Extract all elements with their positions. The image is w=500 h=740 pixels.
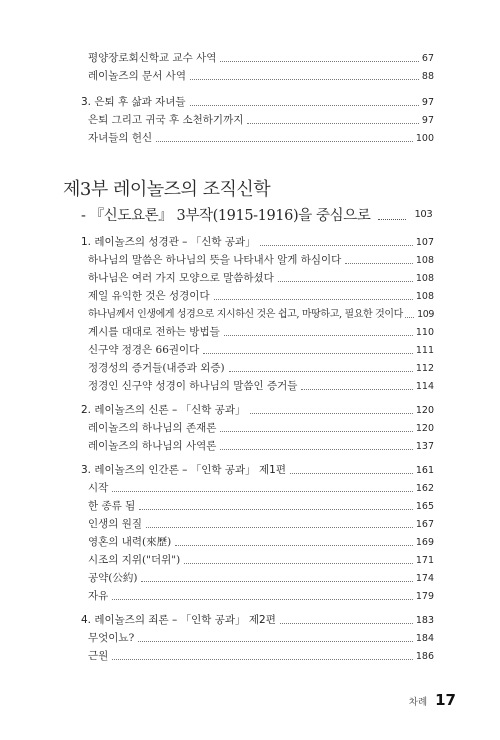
- toc-entry-label: 시조의 지위("더위"): [88, 554, 181, 566]
- leader-dots: [250, 413, 413, 414]
- toc-entry-label: 인생의 원질: [88, 518, 143, 530]
- toc-entry-page: 67: [421, 53, 434, 64]
- leader-dots: [138, 641, 413, 642]
- toc-entry-label: 제일 유익한 것은 성경이다: [88, 290, 210, 302]
- toc-entry: [88, 50, 434, 65]
- toc-section-heading: [81, 612, 434, 627]
- toc-entry-page: 108: [415, 255, 434, 266]
- toc-entry: [88, 588, 434, 603]
- toc-entry-label: 자녀들의 헌신: [88, 132, 153, 144]
- footer-label: 차례: [408, 697, 428, 708]
- toc-entry-label: 4. 레이놀즈의 죄론 – 「인학 공과」 제2편: [81, 614, 276, 626]
- toc-entry-page: 107: [415, 237, 434, 248]
- part-subtitle: - 『신도요론』 3부작(1915-1916)을 중심으로: [81, 208, 371, 224]
- toc-entry-label: 신구약 정경은 66권이다: [88, 344, 200, 356]
- toc-section-heading: [81, 462, 434, 477]
- toc-entry-page: 183: [415, 615, 434, 626]
- leader-dots: [224, 335, 413, 336]
- toc-entry: [88, 324, 434, 339]
- toc-entry: [88, 498, 434, 513]
- toc-entry: [88, 288, 434, 303]
- toc-entry: [88, 112, 434, 127]
- toc-section-heading: [81, 94, 434, 109]
- toc-entry-page: 110: [415, 327, 434, 338]
- toc-entry-label: 정경인 신구약 성경이 하나님의 말씀인 증거들: [88, 380, 298, 392]
- leader-dots: [146, 527, 413, 528]
- toc-entry-label: 영혼의 내력(來歷): [88, 536, 172, 548]
- leader-dots: [301, 389, 412, 390]
- toc-entry-page: 169: [415, 537, 434, 548]
- part-page: 103: [414, 209, 433, 220]
- toc-entry: [88, 534, 434, 549]
- part-title: 제3부 레이놀즈의 조직신학: [63, 179, 271, 200]
- toc-entry-page: 120: [415, 423, 434, 434]
- toc-entry: [88, 516, 434, 531]
- toc-entry: [88, 438, 434, 453]
- leader-dots: [290, 473, 413, 474]
- toc-entry-label: 계시를 대대로 전하는 방법들: [88, 326, 220, 338]
- toc-entry: [88, 360, 434, 375]
- leader-dots: [112, 659, 413, 660]
- toc-entry-label: 한 종류 됨: [88, 500, 136, 512]
- leader-dots: [175, 545, 413, 546]
- toc-entry: [88, 252, 434, 267]
- toc-entry-label: 시작: [88, 482, 109, 494]
- toc-entry-label: 평양장로회신학교 교수 사역: [88, 52, 217, 64]
- toc-entry-page: 165: [415, 501, 434, 512]
- toc-entry-page: 161: [415, 465, 434, 476]
- toc-entry-label: 레이놀즈의 하나님의 사역론: [88, 440, 217, 452]
- toc-entry-page: 171: [415, 555, 434, 566]
- toc-entry: [88, 480, 434, 495]
- toc-entry-label: 3. 레이놀즈의 인간론 – 「인학 공과」 제1편: [81, 464, 286, 476]
- leader-dots: [378, 219, 406, 220]
- toc-entry: [88, 378, 434, 393]
- toc-entry-page: 120: [415, 405, 434, 416]
- leader-dots: [203, 353, 413, 354]
- toc-entry: [88, 306, 434, 321]
- leader-dots: [190, 79, 419, 80]
- toc-entry-page: 184: [415, 633, 434, 644]
- leader-dots: [141, 581, 412, 582]
- leader-dots: [156, 141, 413, 142]
- toc-entry-label: 자유: [88, 590, 109, 602]
- leader-dots: [278, 281, 413, 282]
- toc-section-heading: [81, 234, 434, 249]
- leader-dots: [112, 599, 413, 600]
- leader-dots: [280, 623, 413, 624]
- leader-dots: [190, 105, 419, 106]
- page-footer: [409, 691, 456, 709]
- toc-entry: [88, 630, 434, 645]
- toc-entry-page: 137: [415, 441, 434, 452]
- toc-entry: [88, 342, 434, 357]
- leader-dots: [139, 509, 413, 510]
- toc-entry-page: 100: [415, 133, 434, 144]
- toc-entry-label: 하나님께서 인생에게 성경으로 지시하신 것은 쉽고, 마땅하고, 필요한 것이다: [88, 309, 403, 320]
- toc-entry-label: 공약(公約): [88, 572, 138, 584]
- leader-dots: [214, 299, 413, 300]
- part-subtitle-line: [81, 205, 434, 225]
- toc-entry-page: 97: [421, 97, 434, 108]
- toc-entry-label: 하나님은 여러 가지 모양으로 말씀하셨다: [88, 272, 274, 284]
- toc-entry-page: 111: [415, 345, 434, 356]
- toc-entry-label: 레이놀즈의 문서 사역: [88, 70, 186, 82]
- toc-entry-label: 3. 은퇴 후 삶과 자녀들: [81, 96, 186, 108]
- toc-entry-label: 근원: [88, 650, 109, 662]
- toc-entry: [88, 68, 434, 83]
- toc-entry-page: 108: [415, 291, 434, 302]
- toc-entry-page: 97: [421, 115, 434, 126]
- leader-dots: [247, 123, 419, 124]
- toc-entry: [88, 270, 434, 285]
- toc-section-heading: [81, 402, 434, 417]
- leader-dots: [260, 245, 413, 246]
- toc-entry-page: 109: [417, 309, 434, 320]
- toc-entry: [88, 648, 434, 663]
- page-number: 17: [435, 691, 456, 709]
- toc-entry-page: 167: [415, 519, 434, 530]
- toc-entry-label: 하나님의 말씀은 하나님의 뜻을 나타내사 알게 하심이다: [88, 254, 342, 266]
- toc-entry-page: 179: [415, 591, 434, 602]
- toc-entry-label: 정경성의 증거들(내증과 외증): [88, 362, 225, 374]
- toc-entry-label: 은퇴 그리고 귀국 후 소천하기까지: [88, 114, 244, 126]
- toc-entry-page: 108: [415, 273, 434, 284]
- leader-dots: [405, 317, 414, 318]
- toc-entry-page: 162: [415, 483, 434, 494]
- toc-entry: [88, 570, 434, 585]
- leader-dots: [112, 491, 413, 492]
- toc-entry-page: 114: [415, 381, 434, 392]
- toc-entry-label: 레이놀즈의 하나님의 존재론: [88, 422, 217, 434]
- toc-entry-label: 1. 레이놀즈의 성경관 – 「신학 공과」: [81, 236, 256, 248]
- leader-dots: [345, 263, 413, 264]
- toc-entry: [88, 552, 434, 567]
- toc-entry-page: 88: [421, 71, 434, 82]
- toc-entry: [88, 420, 434, 435]
- toc-entry-page: 112: [415, 363, 434, 374]
- leader-dots: [220, 431, 412, 432]
- toc-entry-label: 2. 레이놀즈의 신론 – 「신학 공과」: [81, 404, 246, 416]
- leader-dots: [229, 371, 413, 372]
- toc-entry-page: 174: [415, 573, 434, 584]
- toc-entry-page: 186: [415, 651, 434, 662]
- leader-dots: [184, 563, 413, 564]
- toc-entry-label: 무엇이뇨?: [88, 632, 135, 644]
- leader-dots: [220, 61, 419, 62]
- toc-entry: [88, 130, 434, 145]
- leader-dots: [220, 449, 412, 450]
